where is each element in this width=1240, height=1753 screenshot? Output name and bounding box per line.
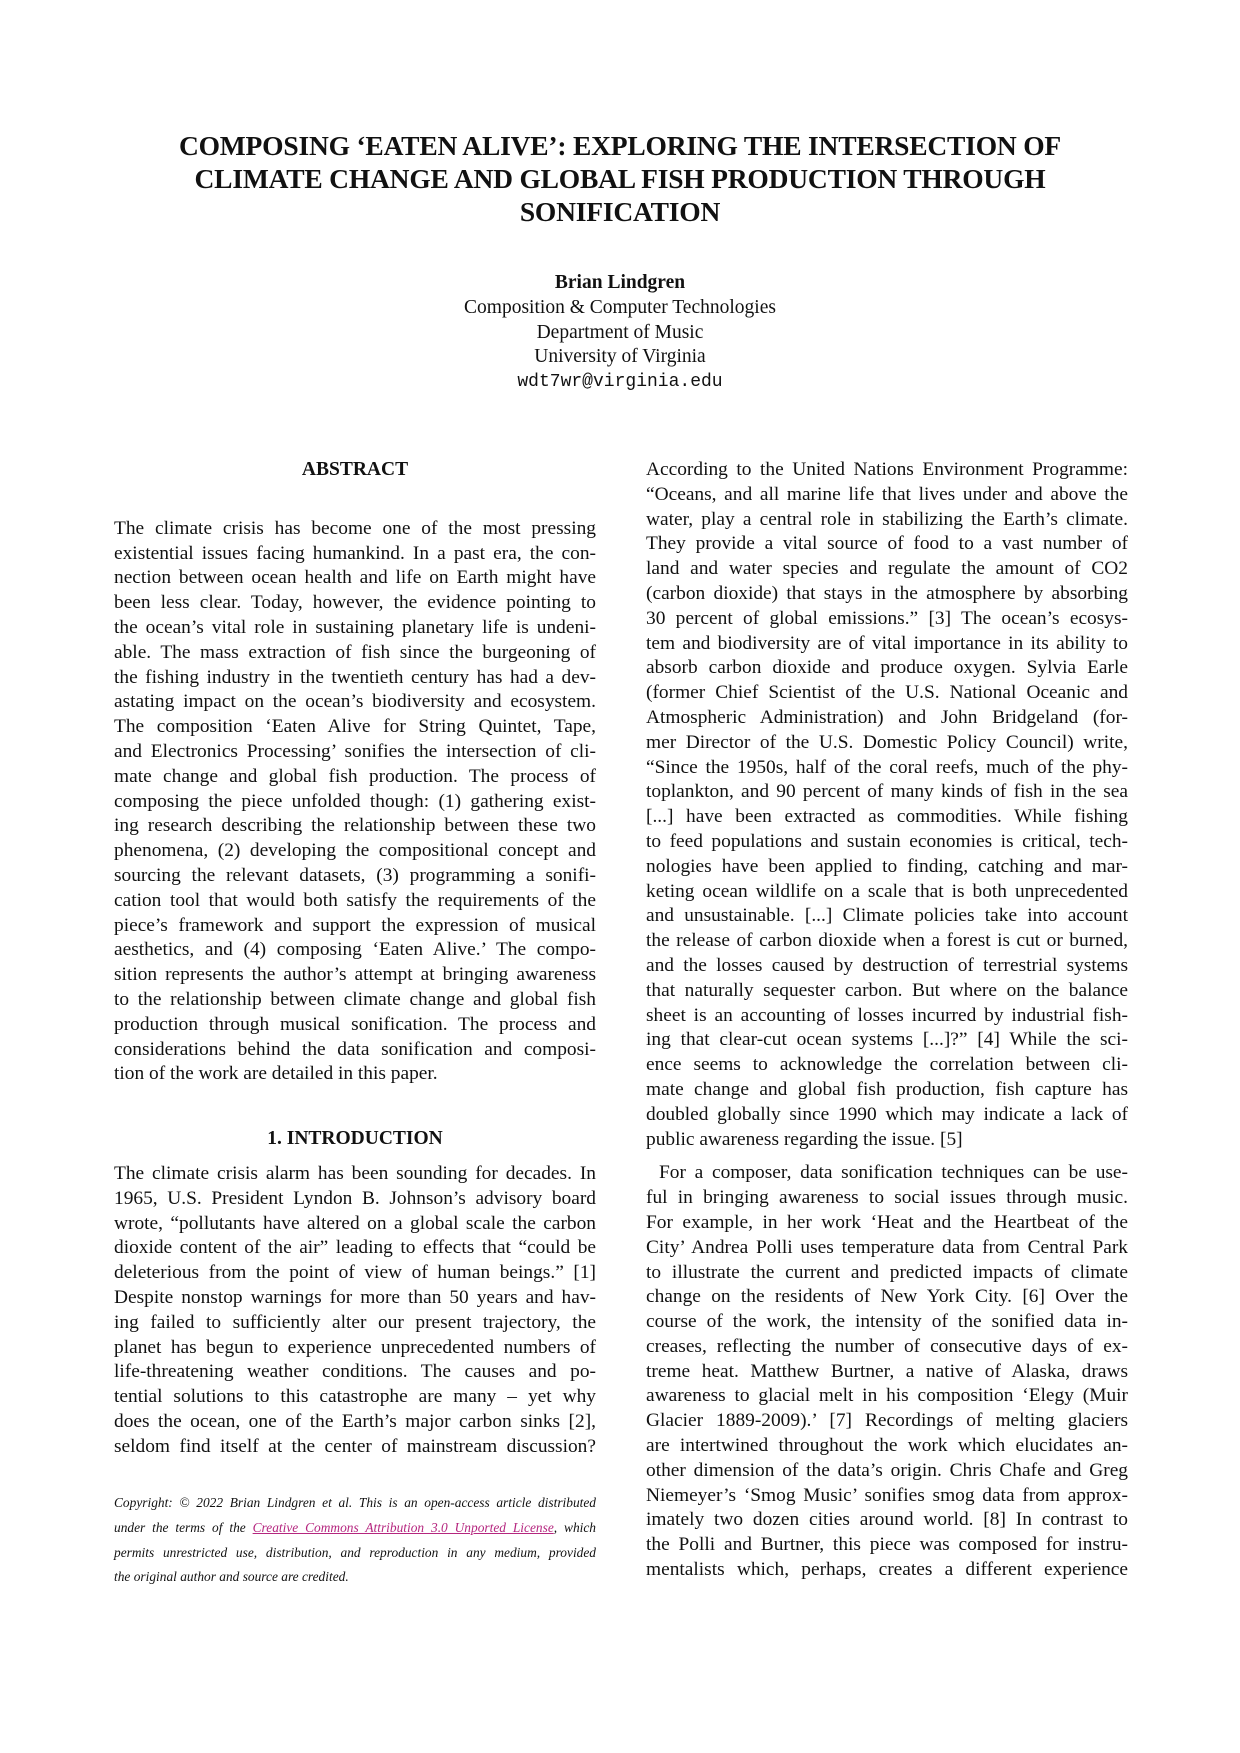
body-line: change on the residents of New York City. [6] Over the bbox=[646, 1286, 1128, 1308]
paper-title bbox=[120, 129, 1120, 228]
author-name: Brian Lindgren bbox=[554, 272, 686, 293]
abstract-heading: ABSTRACT bbox=[301, 459, 409, 480]
body-line: course of the work, the intensity of the sonified data in- bbox=[646, 1311, 1128, 1333]
body-line: creases, reflecting the number of consecutive days of ex- bbox=[646, 1335, 1128, 1357]
abstract-line: sourcing the relevant datasets, (3) programming a sonifi- bbox=[114, 864, 596, 886]
title-line: COMPOSING ‘EATEN ALIVE’: EXPLORING THE INTERSECTION OF bbox=[178, 130, 1062, 161]
title-line: SONIFICATION bbox=[519, 196, 721, 227]
copyright-notice bbox=[114, 1491, 596, 1590]
body-line: to feed populations and sustain economies is critical, tech- bbox=[646, 830, 1128, 852]
body-line: Atmospheric Administration) and John Bridgeland (for- bbox=[646, 706, 1128, 728]
body-line: nologies have been applied to finding, catching and mar- bbox=[646, 855, 1128, 877]
left-column bbox=[114, 458, 596, 1459]
copyright-line: permits unrestricted use, distribution, and reproduction in any medium, provided bbox=[114, 1544, 596, 1560]
body-line: mer Director of the U.S. Domestic Policy Council) write, bbox=[646, 731, 1128, 753]
intro-line: dioxide content of the air” leading to effects that “could be bbox=[114, 1237, 596, 1259]
introduction-heading: 1. INTRODUCTION bbox=[267, 1128, 443, 1150]
abstract-line: tion of the work are detailed in this paper. bbox=[114, 1063, 438, 1085]
body-line: They provide a vital source of food to a vast number of bbox=[646, 533, 1128, 555]
author-email: wdt7wr@virginia.edu bbox=[517, 372, 723, 393]
body-line: the Polli and Burtner, this piece was composed for instru- bbox=[646, 1534, 1128, 1556]
abstract-line: the ocean’s vital role in sustaining planetary life is undeni- bbox=[114, 616, 596, 638]
abstract-line: able. The mass extraction of fish since the burgeoning of bbox=[114, 641, 596, 663]
body-line: and unsustainable. [...] Climate policies take into account bbox=[646, 905, 1128, 927]
abstract-line: mate change and global fish production. The process of bbox=[114, 765, 596, 787]
abstract-body bbox=[114, 517, 596, 1087]
intro-line: ing failed to sufficiently alter our present trajectory, the bbox=[114, 1311, 596, 1333]
paragraph bbox=[646, 1161, 1128, 1583]
body-line: water, play a central role in stabilizing the Earth’s climate. bbox=[646, 508, 1128, 530]
abstract-line: been less clear. Today, however, the evidence pointing to bbox=[114, 592, 596, 614]
copyright-line: the original author and source are credited. bbox=[114, 1569, 349, 1585]
intro-line: seldom find itself at the center of mainstream discussion? bbox=[114, 1435, 596, 1457]
abstract-line: considerations behind the data sonification and composi- bbox=[114, 1038, 596, 1060]
abstract-line: The climate crisis has become one of the most pressing bbox=[114, 517, 596, 539]
body-line: sheet is an accounting of losses incurred by industrial fish- bbox=[646, 1004, 1128, 1026]
body-line: to illustrate the current and predicted impacts of climate bbox=[646, 1261, 1128, 1283]
right-column bbox=[646, 458, 1128, 1583]
abstract-line: piece’s framework and support the expression of musical bbox=[114, 914, 596, 936]
license-link[interactable]: Creative Commons Attribution 3.0 Unported License bbox=[252, 1519, 554, 1535]
abstract-line: the fishing industry in the twentieth century has had a dev- bbox=[114, 666, 596, 688]
body-line: “Since the 1950s, half of the coral reefs, much of the phy- bbox=[646, 756, 1128, 778]
abstract-line: ing research describing the relationship between these two bbox=[114, 815, 596, 837]
introduction-body bbox=[114, 1162, 596, 1460]
copyright-line: Copyright: © 2022 Brian Lindgren et al. This is an open-access article distributed bbox=[114, 1495, 596, 1510]
body-line: treme heat. Matthew Burtner, a native of Alaska, draws bbox=[646, 1360, 1128, 1382]
body-line: City’ Andrea Polli uses temperature data from Central Park bbox=[646, 1236, 1128, 1258]
body-line: According to the United Nations Environment Programme: bbox=[646, 459, 1128, 480]
body-line: mentalists which, perhaps, creates a different experience bbox=[646, 1559, 1128, 1581]
body-line: toplankton, and 90 percent of many kinds of fish in the sea bbox=[646, 781, 1128, 803]
abstract-line: existential issues facing humankind. In a past era, the con- bbox=[114, 542, 596, 564]
body-line: 30 percent of global emissions.” [3] The ocean’s ecosys- bbox=[646, 607, 1128, 629]
body-line: Niemeyer’s ‘Smog Music’ sonifies smog data from approx- bbox=[646, 1484, 1128, 1506]
abstract-line: The composition ‘Eaten Alive for String Quintet, Tape, bbox=[114, 716, 596, 738]
intro-line: The climate crisis alarm has been sounding for decades. In bbox=[114, 1162, 596, 1184]
body-line: tem and biodiversity are of vital importance in its ability to bbox=[646, 632, 1128, 654]
intro-line: tential solutions to this catastrophe are many – yet why bbox=[114, 1386, 596, 1408]
abstract-line: sition represents the author’s attempt at bringing awareness bbox=[114, 964, 596, 986]
body-line: public awareness regarding the issue. [5] bbox=[646, 1128, 963, 1150]
body-line: keting ocean wildlife on a scale that is both unprecedented bbox=[646, 880, 1128, 902]
body-line: absorb carbon dioxide and produce oxygen. Sylvia Earle bbox=[646, 657, 1128, 679]
body-line: the release of carbon dioxide when a forest is cut or burned, bbox=[646, 930, 1128, 952]
author-affiliation: Composition & Computer Technologies bbox=[464, 296, 776, 318]
abstract-line: and Electronics Processing’ sonifies the intersection of cli- bbox=[114, 740, 596, 762]
abstract-line: nection between ocean health and life on Earth might have bbox=[114, 567, 596, 589]
abstract-line: composing the piece unfolded though: (1) gathering exist- bbox=[114, 790, 596, 812]
body-line: Glacier 1889-2009).’ [7] Recordings of melting glaciers bbox=[646, 1410, 1128, 1432]
abstract-line: production through musical sonification. The process and bbox=[114, 1013, 596, 1035]
author-block bbox=[320, 271, 920, 395]
body-line: land and water species and regulate the amount of CO2 bbox=[646, 558, 1128, 580]
body-line: imately two dozen cities around world. [8] In contrast to bbox=[646, 1509, 1128, 1531]
body-line: (former Chief Scientist of the U.S. National Oceanic and bbox=[646, 682, 1128, 704]
copyright-text: , which bbox=[553, 1519, 596, 1535]
abstract-line: cation tool that would both satisfy the requirements of the bbox=[114, 889, 596, 911]
body-line: [...] have been extracted as commodities. While fishing bbox=[646, 806, 1128, 828]
body-line: For a composer, data sonification techniques can be use- bbox=[659, 1162, 1128, 1184]
abstract-line: to the relationship between climate change and global fish bbox=[114, 988, 596, 1010]
body-line: ence seems to acknowledge the correlation between cli- bbox=[646, 1054, 1128, 1076]
body-line: (carbon dioxide) that stays in the atmosphere by absorbing bbox=[646, 582, 1128, 604]
body-line: and the losses caused by destruction of terrestrial systems bbox=[646, 954, 1128, 976]
body-line: doubled globally since 1990 which may indicate a lack of bbox=[646, 1103, 1128, 1125]
intro-line: planet has begun to experience unprecedented numbers of bbox=[114, 1336, 596, 1358]
title-line: CLIMATE CHANGE AND GLOBAL FISH PRODUCTION THROUGH bbox=[194, 163, 1046, 194]
body-line: that naturally sequester carbon. But where on the balance bbox=[646, 979, 1128, 1001]
paragraph bbox=[646, 458, 1128, 1152]
body-line: mate change and global fish production, fish capture has bbox=[646, 1078, 1128, 1100]
abstract-line: phenomena, (2) developing the compositional concept and bbox=[114, 840, 596, 862]
intro-line: Despite nonstop warnings for more than 50 years and hav- bbox=[114, 1286, 596, 1308]
body-line: ing that clear-cut ocean systems [...]?” [4] While the sci- bbox=[646, 1029, 1128, 1051]
body-line: For example, in her work ‘Heat and the Heartbeat of the bbox=[646, 1211, 1128, 1233]
abstract-line: astating impact on the ocean’s biodiversity and ecosystem. bbox=[114, 691, 596, 713]
copyright-line bbox=[114, 1516, 596, 1541]
intro-line: 1965, U.S. President Lyndon B. Johnson’s advisory board bbox=[114, 1187, 596, 1209]
body-line: other dimension of the data’s origin. Chris Chafe and Greg bbox=[646, 1459, 1128, 1481]
intro-line: does the ocean, one of the Earth’s major carbon sinks [2], bbox=[114, 1410, 596, 1432]
intro-line: wrote, “pollutants have altered on a global scale the carbon bbox=[114, 1212, 596, 1234]
intro-line: life-threatening weather conditions. The causes and po- bbox=[114, 1361, 596, 1383]
body-line: “Oceans, and all marine life that lives under and above the bbox=[646, 483, 1128, 505]
abstract-line: aesthetics, and (4) composing ‘Eaten Alive.’ The compo- bbox=[114, 939, 596, 961]
author-department: Department of Music bbox=[536, 321, 704, 343]
intro-line: deleterious from the point of view of human beings.” [1] bbox=[114, 1262, 596, 1284]
author-university: University of Virginia bbox=[534, 346, 706, 368]
copyright-text: under the terms of the bbox=[114, 1519, 253, 1535]
body-line: are intertwined throughout the work which elucidates an- bbox=[646, 1435, 1128, 1457]
body-line: awareness to glacial melt in his composition ‘Elegy (Muir bbox=[646, 1385, 1128, 1407]
body-line: ful in bringing awareness to social issues through music. bbox=[646, 1187, 1128, 1209]
